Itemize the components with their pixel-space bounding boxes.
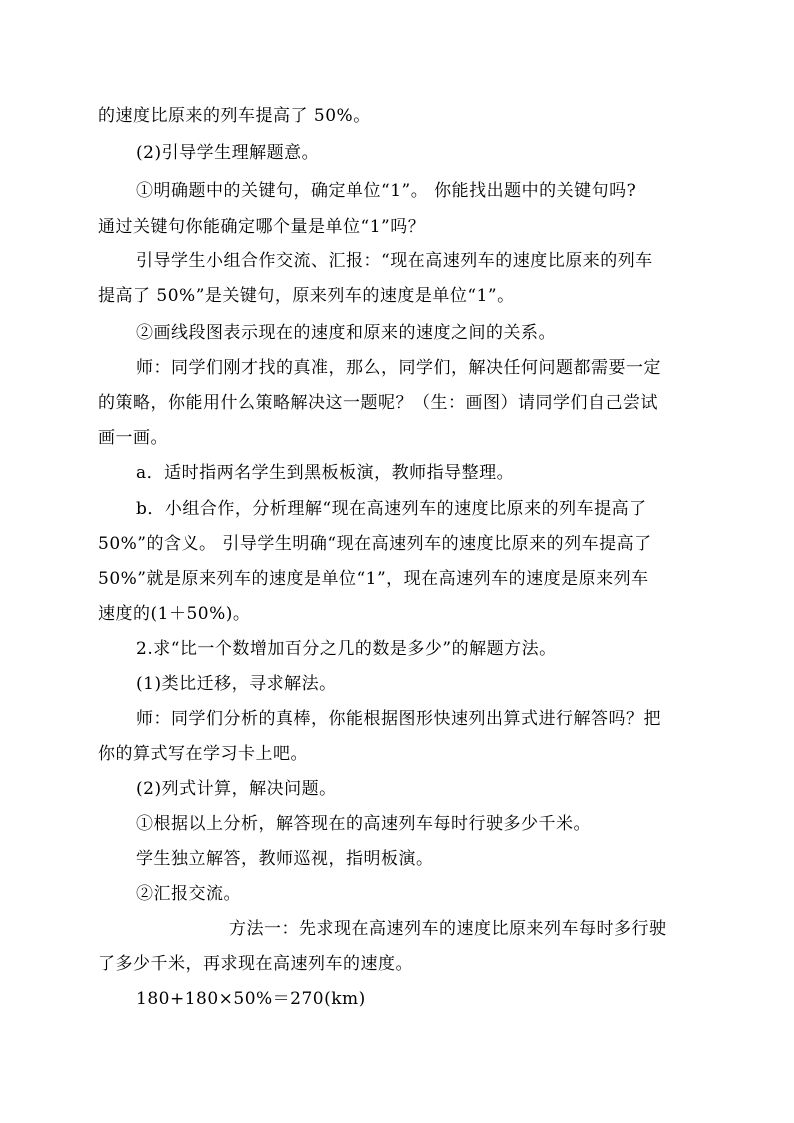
text-line: 你的算式写在学习卡上吧。 (98, 744, 308, 764)
text-line: 方法一：先求现在高速列车的速度比原来列车每时多行驶 (229, 919, 667, 939)
text-line: 提高了 50%”是关键句，原来列车的速度是单位“1”。 (98, 286, 515, 306)
text-line: 师：同学们分析的真棒，你能根据图形快速列出算式进行解答吗？把 (136, 709, 661, 729)
section-heading: 2.求“比一个数增加百分之几的数是多少”的解题方法。 (136, 639, 557, 659)
text-line: 速度的(1＋50%)。 (98, 604, 251, 624)
text-line: 通过关键句你能确定哪个量是单位“1”吗？ (98, 217, 426, 237)
text-line: 50%”的含义。 引导学生明确“现在高速列车的速度比原来的列车提高了 (98, 534, 652, 554)
text-line: 50%”就是原来列车的速度是单位“1”，现在高速列车的速度是原来列车 (98, 569, 649, 589)
text-line: 的策略，你能用什么策略解决这一题呢？（生：画图）请同学们自己尝试 (98, 393, 658, 413)
text-line: 画一画。 (98, 428, 168, 448)
text-line: 师：同学们刚才找的真准，那么，同学们，解决任何问题都需要一定 (136, 358, 661, 378)
text-line: 了多少千米，再求现在高速列车的速度。 (98, 954, 413, 974)
text-line: a．适时指两名学生到黑板板演，教师指导整理。 (136, 463, 515, 483)
text-line: ①明确题中的关键句，确定单位“1”。 你能找出题中的关键句吗? (136, 181, 637, 201)
section-heading: (2)引导学生理解题意。 (136, 143, 320, 163)
text-line: 学生独立解答，教师巡视，指明板演。 (136, 849, 434, 869)
text-line: ①根据以上分析，解答现在的高速列车每时行驶多少千米。 (136, 814, 591, 834)
text-line: 引导学生小组合作交流、汇报：“现在高速列车的速度比原来的列车 (136, 251, 653, 271)
section-heading: (1)类比迁移，寻求解法。 (136, 674, 337, 694)
text-line: ②画线段图表示现在的速度和原来的速度之间的关系。 (136, 323, 556, 343)
formula-line: 180+180×50%＝270(km) (136, 989, 366, 1009)
text-line: 的速度比原来的列车提高了 50%。 (98, 106, 371, 126)
text-line: b．小组合作，分析理解“现在高速列车的速度比原来的列车提高了 (136, 499, 647, 519)
text-line: ②汇报交流。 (136, 884, 241, 904)
section-heading: (2)列式计算，解决问题。 (136, 779, 337, 799)
